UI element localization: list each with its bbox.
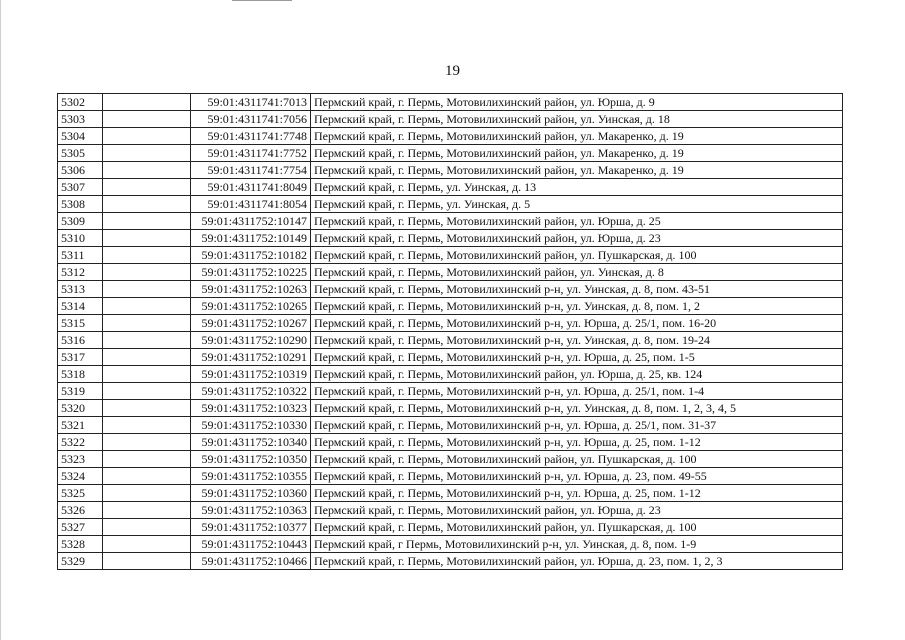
address: Пермский край, г. Пермь, Мотовилихинский р-н, ул. Юрша, д. 25/1, пом. 1-4 bbox=[311, 383, 843, 400]
row-number: 5317 bbox=[58, 349, 103, 366]
empty-cell bbox=[103, 179, 191, 196]
address: Пермский край, г. Пермь, Мотовилихинский р-н, ул. Юрша, д. 25, пом. 1-5 bbox=[311, 349, 843, 366]
row-number: 5304 bbox=[58, 128, 103, 145]
cadastral-number: 59:01:4311741:8049 bbox=[191, 179, 311, 196]
cadastral-number: 59:01:4311741:7013 bbox=[191, 94, 311, 111]
address: Пермский край, г. Пермь, Мотовилихинский р-н, ул. Уинская, д. 8, пом. 19-24 bbox=[311, 332, 843, 349]
cadastral-number: 59:01:4311741:7748 bbox=[191, 128, 311, 145]
empty-cell bbox=[103, 128, 191, 145]
table-row bbox=[58, 451, 843, 468]
table-row bbox=[58, 485, 843, 502]
row-number: 5306 bbox=[58, 162, 103, 179]
empty-cell bbox=[103, 502, 191, 519]
empty-cell bbox=[103, 434, 191, 451]
address: Пермский край, г. Пермь, Мотовилихинский район, ул. Юрша, д. 23 bbox=[311, 502, 843, 519]
address: Пермский край, г. Пермь, Мотовилихинский р-н, ул. Юрша, д. 25/1, пом. 31-37 bbox=[311, 417, 843, 434]
empty-cell bbox=[103, 332, 191, 349]
table-row bbox=[58, 366, 843, 383]
cadastral-number: 59:01:4311752:10147 bbox=[191, 213, 311, 230]
table-row bbox=[58, 519, 843, 536]
row-number: 5328 bbox=[58, 536, 103, 553]
address: Пермский край, г. Пермь, ул. Уинская, д. 5 bbox=[311, 196, 843, 213]
address: Пермский край, г. Пермь, Мотовилихинский р-н, ул. Юрша, д. 23, пом. 49-55 bbox=[311, 468, 843, 485]
row-number: 5307 bbox=[58, 179, 103, 196]
address: Пермский край, г. Пермь, Мотовилихинский район, ул. Юрша, д. 25 bbox=[311, 213, 843, 230]
address: Пермский край, г. Пермь, Мотовилихинский р-н, ул. Юрша, д. 25/1, пом. 16-20 bbox=[311, 315, 843, 332]
row-number: 5323 bbox=[58, 451, 103, 468]
registry-table bbox=[57, 93, 843, 570]
address: Пермский край, г. Пермь, Мотовилихинский р-н, ул. Уинская, д. 8, пом. 1, 2 bbox=[311, 298, 843, 315]
scan-mark bbox=[232, 0, 292, 1]
table-row bbox=[58, 349, 843, 366]
empty-cell bbox=[103, 485, 191, 502]
table-row bbox=[58, 213, 843, 230]
cadastral-number: 59:01:4311752:10360 bbox=[191, 485, 311, 502]
empty-cell bbox=[103, 264, 191, 281]
address: Пермский край, г. Пермь, ул. Уинская, д. 13 bbox=[311, 179, 843, 196]
address: Пермский край, г. Пермь, Мотовилихинский район, ул. Макаренко, д. 19 bbox=[311, 128, 843, 145]
row-number: 5311 bbox=[58, 247, 103, 264]
row-number: 5302 bbox=[58, 94, 103, 111]
table-row bbox=[58, 145, 843, 162]
empty-cell bbox=[103, 553, 191, 570]
table-row bbox=[58, 332, 843, 349]
address: Пермский край, г. Пермь, Мотовилихинский район, ул. Юрша, д. 25, кв. 124 bbox=[311, 366, 843, 383]
cadastral-number: 59:01:4311752:10377 bbox=[191, 519, 311, 536]
address: Пермский край, г. Пермь, Мотовилихинский район, ул. Пушкарская, д. 100 bbox=[311, 247, 843, 264]
cadastral-number: 59:01:4311752:10322 bbox=[191, 383, 311, 400]
address: Пермский край, г. Пермь, Мотовилихинский р-н, ул. Юрша, д. 25, пом. 1-12 bbox=[311, 485, 843, 502]
empty-cell bbox=[103, 383, 191, 400]
address: Пермский край, г. Пермь, Мотовилихинский р-н, ул. Уинская, д. 8, пом. 1, 2, 3, 4, 5 bbox=[311, 400, 843, 417]
cadastral-number: 59:01:4311741:8054 bbox=[191, 196, 311, 213]
empty-cell bbox=[103, 213, 191, 230]
empty-cell bbox=[103, 196, 191, 213]
address: Пермский край, г. Пермь, Мотовилихинский район, ул. Макаренко, д. 19 bbox=[311, 145, 843, 162]
table-row bbox=[58, 553, 843, 570]
row-number: 5315 bbox=[58, 315, 103, 332]
row-number: 5305 bbox=[58, 145, 103, 162]
cadastral-number: 59:01:4311752:10355 bbox=[191, 468, 311, 485]
cadastral-number: 59:01:4311752:10319 bbox=[191, 366, 311, 383]
row-number: 5327 bbox=[58, 519, 103, 536]
cadastral-number: 59:01:4311752:10340 bbox=[191, 434, 311, 451]
empty-cell bbox=[103, 366, 191, 383]
cadastral-number: 59:01:4311752:10443 bbox=[191, 536, 311, 553]
address: Пермский край, г. Пермь, Мотовилихинский район, ул. Макаренко, д. 19 bbox=[311, 162, 843, 179]
table-row bbox=[58, 179, 843, 196]
cadastral-number: 59:01:4311752:10350 bbox=[191, 451, 311, 468]
row-number: 5322 bbox=[58, 434, 103, 451]
row-number: 5329 bbox=[58, 553, 103, 570]
row-number: 5318 bbox=[58, 366, 103, 383]
cadastral-number: 59:01:4311752:10225 bbox=[191, 264, 311, 281]
row-number: 5309 bbox=[58, 213, 103, 230]
table-row bbox=[58, 230, 843, 247]
cadastral-number: 59:01:4311752:10330 bbox=[191, 417, 311, 434]
address: Пермский край, г. Пермь, Мотовилихинский район, ул. Юрша, д. 23, пом. 1, 2, 3 bbox=[311, 553, 843, 570]
row-number: 5314 bbox=[58, 298, 103, 315]
cadastral-number: 59:01:4311752:10182 bbox=[191, 247, 311, 264]
cadastral-number: 59:01:4311741:7754 bbox=[191, 162, 311, 179]
address: Пермский край, г. Пермь, Мотовилихинский район, ул. Юрша, д. 23 bbox=[311, 230, 843, 247]
row-number: 5312 bbox=[58, 264, 103, 281]
table-row bbox=[58, 417, 843, 434]
table-row bbox=[58, 111, 843, 128]
address: Пермский край, г. Пермь, Мотовилихинский р-н, ул. Юрша, д. 25, пом. 1-12 bbox=[311, 434, 843, 451]
cadastral-number: 59:01:4311752:10363 bbox=[191, 502, 311, 519]
row-number: 5308 bbox=[58, 196, 103, 213]
row-number: 5313 bbox=[58, 281, 103, 298]
address: Пермский край, г. Пермь, Мотовилихинский район, ул. Юрша, д. 9 bbox=[311, 94, 843, 111]
empty-cell bbox=[103, 519, 191, 536]
row-number: 5319 bbox=[58, 383, 103, 400]
row-number: 5316 bbox=[58, 332, 103, 349]
cadastral-number: 59:01:4311752:10290 bbox=[191, 332, 311, 349]
address: Пермский край, г. Пермь, Мотовилихинский р-н, ул. Уинская, д. 8, пом. 43-51 bbox=[311, 281, 843, 298]
table-row bbox=[58, 383, 843, 400]
table-row bbox=[58, 468, 843, 485]
scan-edge bbox=[0, 0, 1, 640]
empty-cell bbox=[103, 315, 191, 332]
empty-cell bbox=[103, 536, 191, 553]
table-row bbox=[58, 315, 843, 332]
row-number: 5303 bbox=[58, 111, 103, 128]
empty-cell bbox=[103, 281, 191, 298]
row-number: 5321 bbox=[58, 417, 103, 434]
cadastral-number: 59:01:4311752:10149 bbox=[191, 230, 311, 247]
table-row bbox=[58, 162, 843, 179]
page-number: 19 bbox=[445, 63, 460, 79]
address: Пермский край, г. Пермь, Мотовилихинский район, ул. Уинская, д. 8 bbox=[311, 264, 843, 281]
empty-cell bbox=[103, 247, 191, 264]
row-number: 5326 bbox=[58, 502, 103, 519]
empty-cell bbox=[103, 111, 191, 128]
empty-cell bbox=[103, 400, 191, 417]
table-row bbox=[58, 298, 843, 315]
empty-cell bbox=[103, 94, 191, 111]
empty-cell bbox=[103, 417, 191, 434]
table-row bbox=[58, 434, 843, 451]
table-row bbox=[58, 128, 843, 145]
address: Пермский край, г Пермь, Мотовилихинский р-н, ул. Уинская, д. 8, пом. 1-9 bbox=[311, 536, 843, 553]
row-number: 5324 bbox=[58, 468, 103, 485]
empty-cell bbox=[103, 145, 191, 162]
cadastral-number: 59:01:4311741:7752 bbox=[191, 145, 311, 162]
empty-cell bbox=[103, 349, 191, 366]
address: Пермский край, г. Пермь, Мотовилихинский район, ул. Пушкарская, д. 100 bbox=[311, 519, 843, 536]
table-row bbox=[58, 94, 843, 111]
table-row bbox=[58, 536, 843, 553]
cadastral-number: 59:01:4311752:10265 bbox=[191, 298, 311, 315]
address: Пермский край, г. Пермь, Мотовилихинский район, ул. Уинская, д. 18 bbox=[311, 111, 843, 128]
cadastral-number: 59:01:4311752:10291 bbox=[191, 349, 311, 366]
cadastral-number: 59:01:4311752:10323 bbox=[191, 400, 311, 417]
cadastral-number: 59:01:4311752:10267 bbox=[191, 315, 311, 332]
row-number: 5325 bbox=[58, 485, 103, 502]
empty-cell bbox=[103, 468, 191, 485]
table-row bbox=[58, 264, 843, 281]
table-row bbox=[58, 196, 843, 213]
table-row bbox=[58, 502, 843, 519]
cadastral-number: 59:01:4311752:10466 bbox=[191, 553, 311, 570]
cadastral-number: 59:01:4311752:10263 bbox=[191, 281, 311, 298]
cadastral-number: 59:01:4311741:7056 bbox=[191, 111, 311, 128]
table-row bbox=[58, 247, 843, 264]
address: Пермский край, г. Пермь, Мотовилихинский район, ул. Пушкарская, д. 100 bbox=[311, 451, 843, 468]
row-number: 5320 bbox=[58, 400, 103, 417]
empty-cell bbox=[103, 230, 191, 247]
empty-cell bbox=[103, 451, 191, 468]
table-row bbox=[58, 281, 843, 298]
table-row bbox=[58, 400, 843, 417]
empty-cell bbox=[103, 162, 191, 179]
empty-cell bbox=[103, 298, 191, 315]
row-number: 5310 bbox=[58, 230, 103, 247]
